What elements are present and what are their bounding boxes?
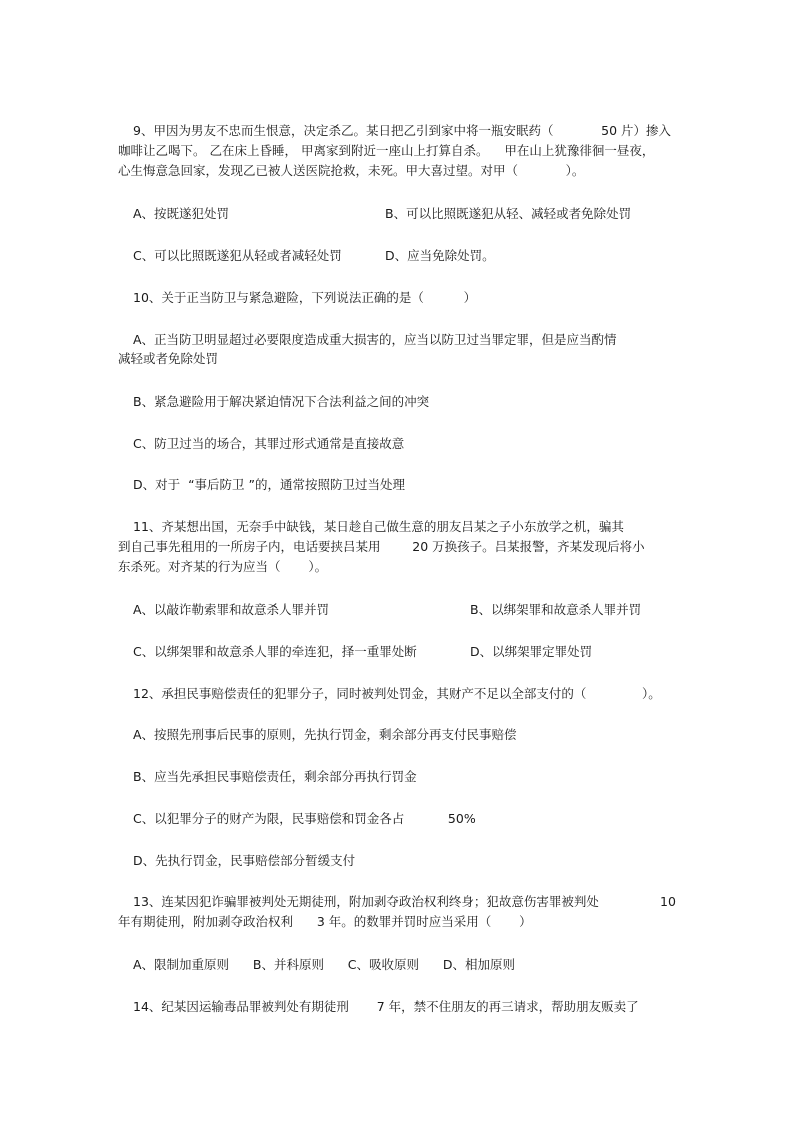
q12-option-b: B、应当先承担民事赔偿责任，剩余部分再执行罚金 xyxy=(133,769,417,784)
q10-option-c: C、防卫过当的场合，其罪过形式通常是直接故意 xyxy=(133,436,405,451)
q9-option-b: B、可以比照既遂犯从轻、减轻或者免除处罚 xyxy=(385,206,632,221)
q9-option-a: A、按既遂犯处罚 xyxy=(133,206,230,221)
q10-option-d: D、对于 “事后防卫 ”的，通常按照防卫过当处理 xyxy=(133,477,405,492)
q9-stem-line2: 咖啡让乙喝下。 乙在床上昏睡， 甲离家到附近一座山上打算自杀。 甲在山上犹豫徘徊一昼夜， xyxy=(118,143,655,158)
q11-stem-line2: 到自己事先租用的一所房子内，电话要挟吕某用 20 万换孩子。吕某报警，齐某发现后将小 xyxy=(118,539,645,554)
q10-option-a-line1: A、正当防卫明显超过必要限度造成重大损害的，应当以防卫过当罪定罪，但是应当酌情 xyxy=(133,332,617,347)
q11-stem-line1: 11、齐某想出国，无奈手中缺钱，某日趁自己做生意的朋友吕某之子小东放学之机，骗其 xyxy=(133,519,624,534)
q12-option-a: A、按照先刑事后民事的原则，先执行罚金，剩余部分再支付民事赔偿 xyxy=(133,727,517,742)
q11-option-b: B、以绑架罪和故意杀人罪并罚 xyxy=(470,602,642,617)
q11-option-c: C、以绑架罪和故意杀人罪的牵连犯，择一重罪处断 xyxy=(133,644,417,659)
q9-stem-line3: 心生悔意急回家，发现乙已被人送医院抢救，未死。甲大喜过望。对甲（ ）。 xyxy=(118,163,585,178)
q13-stem-line2: 年有期徒刑，附加剥夺政治权利 3 年。的数罪并罚时应当采用（ ） xyxy=(118,914,532,929)
q11-option-a: A、以敲诈勒索罪和故意杀人罪并罚 xyxy=(133,602,330,617)
q9-option-d: D、应当免除处罚。 xyxy=(385,248,495,263)
q14-stem-line1: 14、纪某因运输毒品罪被判处有期徒刑 7 年，禁不住朋友的再三请求，帮助朋友贩卖了 xyxy=(133,999,639,1014)
q11-stem-line3: 东杀死。对齐某的行为应当（ ）。 xyxy=(118,559,328,574)
q10-option-b: B、紧急避险用于解决紧迫情况下合法利益之间的冲突 xyxy=(133,394,430,409)
q9-stem-line1: 9、甲因为男友不忠而生恨意，决定杀乙。某日把乙引到家中将一瓶安眠药（ 50 片）掺入 xyxy=(133,123,672,138)
q12-stem: 12、承担民事赔偿责任的犯罪分子，同时被判处罚金，其财产不足以全部支付的（ ）。 xyxy=(133,686,661,701)
q12-option-d: D、先执行罚金，民事赔偿部分暂缓支付 xyxy=(133,853,356,868)
q11-option-d: D、以绑架罪定罪处罚 xyxy=(470,644,593,659)
q9-option-c: C、可以比照既遂犯从轻或者减轻处罚 xyxy=(133,248,342,263)
q13-stem-line1-number: 10 xyxy=(660,894,676,909)
q10-option-a-line2: 减轻或者免除处罚 xyxy=(118,351,219,366)
q12-option-c: C、以犯罪分子的财产为限，民事赔偿和罚金各占 50% xyxy=(133,811,476,826)
q13-stem-line1: 13、连某因犯诈骗罪被判处无期徒刑，附加剥夺政治权利终身；犯故意伤害罪被判处 xyxy=(133,894,599,909)
q10-stem: 10、关于正当防卫与紧急避险，下列说法正确的是（ ） xyxy=(133,290,477,305)
q13-options: A、限制加重原则 B、并科原则 C、吸收原则 D、相加原则 xyxy=(133,957,516,972)
